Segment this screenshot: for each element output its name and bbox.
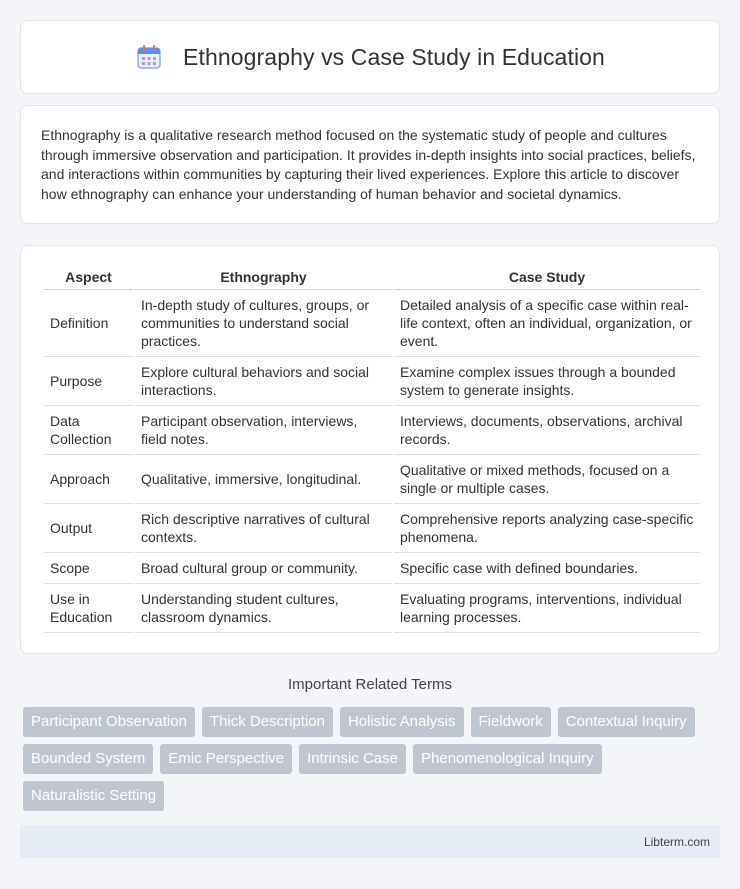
table-row [44, 406, 700, 455]
row-case-study: Examine complex issues through a bounded system to generate insights. [394, 357, 700, 406]
tag-bounded-system[interactable]: Bounded System [23, 744, 153, 774]
row-case-study: Comprehensive reports analyzing case-specific phenomena. [394, 504, 700, 553]
table-header-row [44, 266, 700, 290]
row-aspect: Output [44, 504, 133, 553]
row-aspect: Approach [44, 455, 133, 504]
row-case-study: Specific case with defined boundaries. [394, 553, 700, 584]
row-ethnography: Rich descriptive narratives of cultural contexts. [135, 504, 392, 553]
table-row [44, 357, 700, 406]
related-terms-list [23, 707, 723, 811]
tag-fieldwork[interactable]: Fieldwork [471, 707, 551, 737]
tag-participant-observation[interactable]: Participant Observation [23, 707, 195, 737]
table-row [44, 455, 700, 504]
tag-emic-perspective[interactable]: Emic Perspective [160, 744, 292, 774]
row-case-study: Interviews, documents, observations, archival records. [394, 406, 700, 455]
tag-thick-description[interactable]: Thick Description [202, 707, 333, 737]
row-ethnography: Qualitative, immersive, longitudinal. [135, 455, 392, 504]
footer [20, 825, 720, 858]
row-aspect: Data Collection [44, 406, 133, 455]
row-ethnography: In-depth study of cultures, groups, or communities to understand social practices. [135, 290, 392, 357]
title-row [135, 43, 605, 71]
row-aspect: Purpose [44, 357, 133, 406]
intro-paragraph: Ethnography is a qualitative research method focused on the systematic study of people and cultures through immersive observation and participation. It provides in-depth insights into social practices, beliefs, and interactions within communities by capturing their lived experiences. Explore this article to discover how ethnography can enhance your understanding of human behavior and societal dynamics. [41, 127, 696, 202]
row-ethnography: Broad cultural group or community. [135, 553, 392, 584]
row-ethnography: Explore cultural behaviors and social interactions. [135, 357, 392, 406]
row-ethnography: Participant observation, interviews, field notes. [135, 406, 392, 455]
row-ethnography: Understanding student cultures, classroom dynamics. [135, 584, 392, 633]
tag-phenomenological-inquiry[interactable]: Phenomenological Inquiry [413, 744, 602, 774]
table-row [44, 553, 700, 584]
row-case-study: Evaluating programs, interventions, individual learning processes. [394, 584, 700, 633]
comparison-card [20, 245, 720, 654]
comparison-table [42, 266, 702, 633]
header-ethnography: Ethnography [135, 266, 392, 290]
page-title: Ethnography vs Case Study in Education [183, 43, 605, 70]
tag-intrinsic-case[interactable]: Intrinsic Case [299, 744, 406, 774]
title-card [20, 20, 720, 94]
row-aspect: Scope [44, 553, 133, 584]
table-row [44, 504, 700, 553]
tag-contextual-inquiry[interactable]: Contextual Inquiry [558, 707, 695, 737]
row-case-study: Qualitative or mixed methods, focused on a single or multiple cases. [394, 455, 700, 504]
tag-naturalistic-setting[interactable]: Naturalistic Setting [23, 781, 164, 811]
tag-holistic-analysis[interactable]: Holistic Analysis [340, 707, 464, 737]
table-row [44, 290, 700, 357]
row-case-study: Detailed analysis of a specific case within real-life context, often an individual, organization, or event. [394, 290, 700, 357]
header-aspect: Aspect [44, 266, 133, 290]
related-terms-title: Important Related Terms [288, 676, 452, 693]
header-case-study: Case Study [394, 266, 700, 290]
row-aspect: Use in Education [44, 584, 133, 633]
footer-site-link[interactable]: Libterm.com [643, 834, 710, 849]
intro-card [20, 105, 720, 224]
table-row [44, 584, 700, 633]
calendar-icon [135, 43, 163, 71]
row-aspect: Definition [44, 290, 133, 357]
